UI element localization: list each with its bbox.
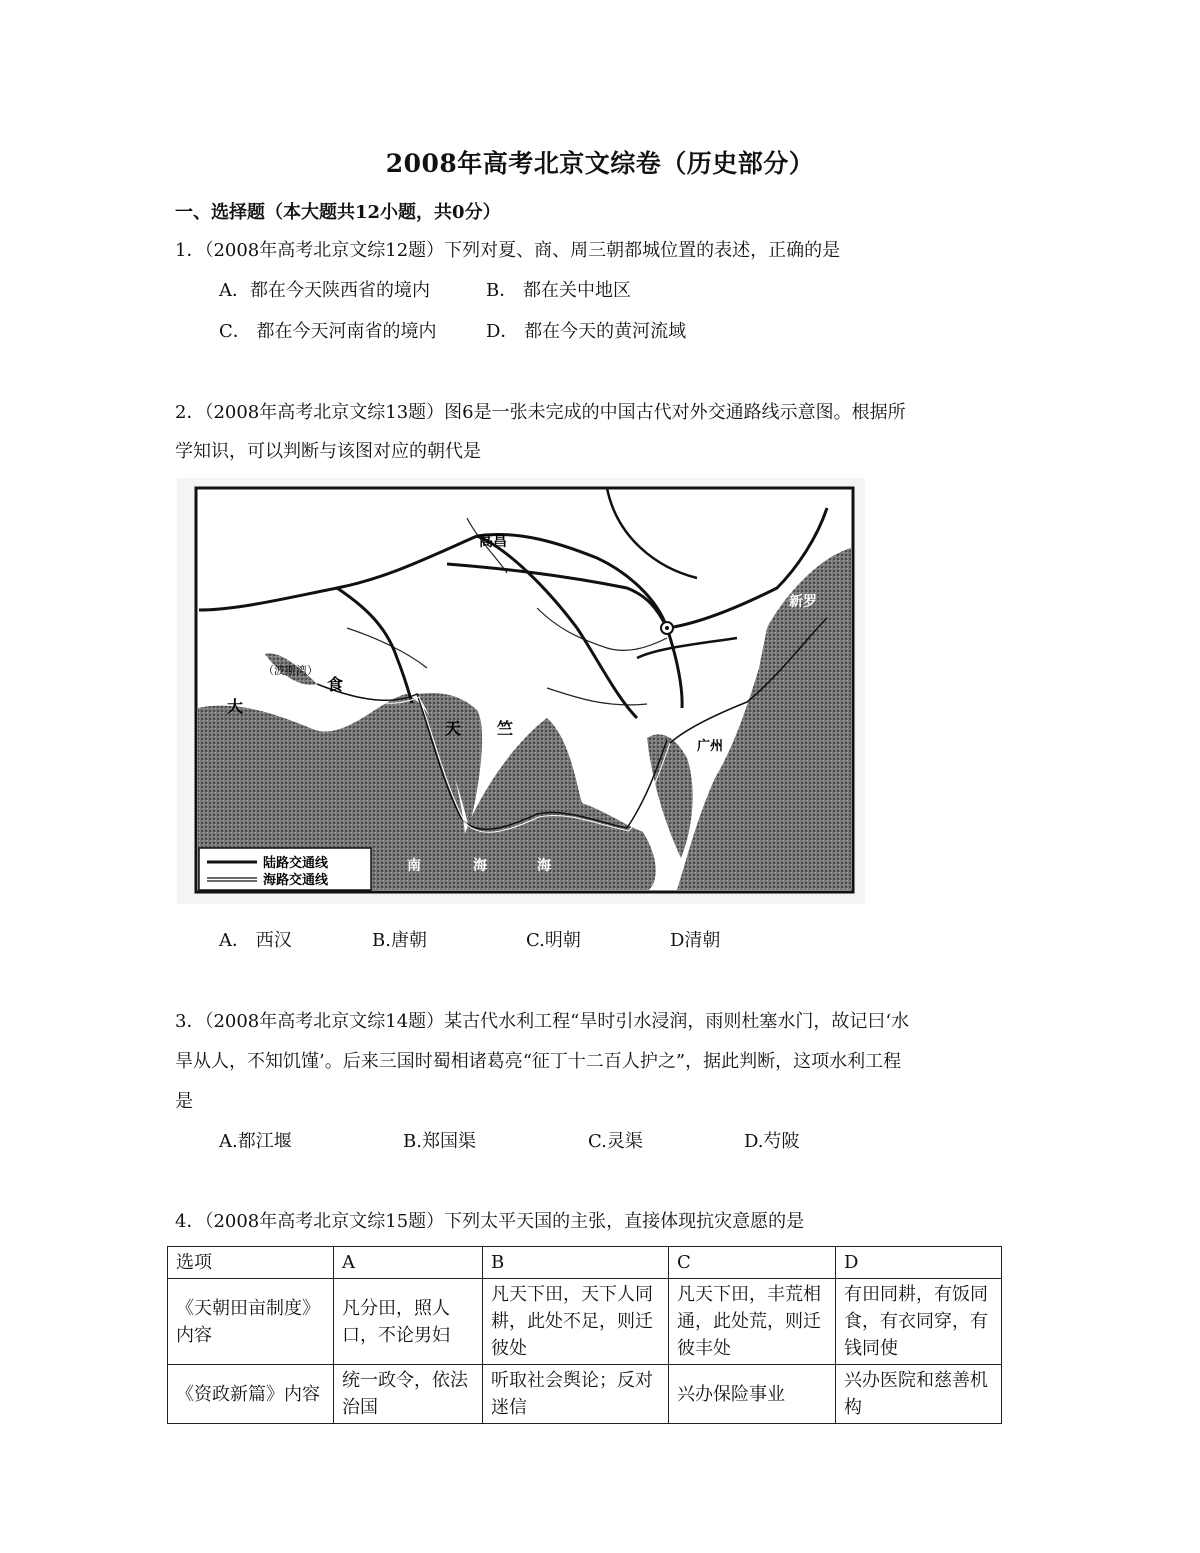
q3-stem-line2: 旱从人，不知饥馑’。后来三国时蜀相诸葛亮“征丁十二百人护之”，据此判断，这项水利工程 xyxy=(175,1051,902,1072)
table-cell: 兴办医院和慈善机构 xyxy=(836,1365,1002,1424)
q1-stem: 1．（2008年高考北京文综12题）下列对夏、商、周三朝都城位置的表述，正确的是 xyxy=(175,240,841,261)
trade-route-map xyxy=(177,478,865,904)
label-shi: 食 xyxy=(327,675,344,694)
table-cell: 有田同耕，有饭同食，有衣同穿，有钱同使 xyxy=(836,1279,1002,1365)
table-header-row xyxy=(168,1247,1002,1279)
legend-land: 陆路交通线 xyxy=(263,856,329,871)
label-gaochang: 高昌 xyxy=(479,534,507,550)
label-bottom-1: 南 xyxy=(407,858,421,874)
q3-option-a: A.都江堰 xyxy=(219,1131,292,1152)
label-xinluo: 新罗 xyxy=(789,594,817,610)
q1-option-c: C． 都在今天河南省的境内 xyxy=(219,321,437,342)
q1-option-b: B． 都在关中地区 xyxy=(486,280,631,301)
q2-option-c: C.明朝 xyxy=(526,930,581,951)
table-header-cell: 选项 xyxy=(168,1247,334,1279)
q3-option-d: D.芍陂 xyxy=(744,1131,800,1152)
table-row xyxy=(168,1279,1002,1365)
q2-stem-line1: 2．（2008年高考北京文综13题）图6是一张未完成的中国古代对外交通路线示意图。根据所 xyxy=(175,402,906,423)
label-bottom-2: 海 xyxy=(473,858,487,874)
q2-option-a: A． 西汉 xyxy=(219,930,292,951)
table-cell: 听取社会舆论；反对迷信 xyxy=(483,1365,669,1424)
table-cell: 凡分田，照人口，不论男妇 xyxy=(334,1279,483,1365)
label-bohai: 渤海 xyxy=(789,502,817,518)
table-row xyxy=(168,1365,1002,1424)
q2-stem-line2: 学知识，可以判断与该图对应的朝代是 xyxy=(175,441,481,462)
q2-option-d: D清朝 xyxy=(670,930,721,951)
q1-option-d: D． 都在今天的黄河流域 xyxy=(486,321,687,342)
q3-stem-line3: 是 xyxy=(175,1091,193,1112)
q3-option-c: C.灵渠 xyxy=(588,1131,643,1152)
q3-stem-line1: 3．（2008年高考北京文综14题）某古代水利工程“旱时引水浸润，雨则杜塞水门，故记曰‘水 xyxy=(175,1011,910,1032)
label-tian: 天 xyxy=(445,719,462,738)
table-cell: 兴办保险事业 xyxy=(669,1365,836,1424)
table-cell: 凡天下田，天下人同耕，此处不足，则迁彼处 xyxy=(483,1279,669,1365)
label-zhu: 竺 xyxy=(497,719,514,738)
table-cell: 《资政新篇》内容 xyxy=(168,1365,334,1424)
table-cell: 《天朝田亩制度》内容 xyxy=(168,1279,334,1365)
q3-option-b: B.郑国渠 xyxy=(403,1131,476,1152)
q2-option-b: B.唐朝 xyxy=(372,930,427,951)
table-cell: 凡天下田，丰荒相通，此处荒，则迁彼丰处 xyxy=(669,1279,836,1365)
q4-stem: 4．（2008年高考北京文综15题）下列太平天国的主张，直接体现抗灾意愿的是 xyxy=(175,1211,805,1232)
label-bosi-wan: （波斯湾） xyxy=(263,664,318,677)
table-cell: 统一政令，依法治国 xyxy=(334,1365,483,1424)
table-header-cell: A xyxy=(334,1247,483,1279)
q4-table xyxy=(167,1246,1002,1424)
page-title: 2008年高考北京文综卷（历史部分） xyxy=(385,149,815,178)
label-bottom-3: 海 xyxy=(537,858,551,874)
section-heading: 一、选择题（本大题共12小题，共0分） xyxy=(175,202,501,223)
q1-option-a: A．都在今天陕西省的境内 xyxy=(219,280,430,301)
table-header-cell: B xyxy=(483,1247,669,1279)
table-header-cell: C xyxy=(669,1247,836,1279)
label-da: 大 xyxy=(227,697,244,716)
table-header-cell: D xyxy=(836,1247,1002,1279)
legend-sea: 海路交通线 xyxy=(263,873,329,888)
label-guangzhou: 广州 xyxy=(697,739,724,754)
